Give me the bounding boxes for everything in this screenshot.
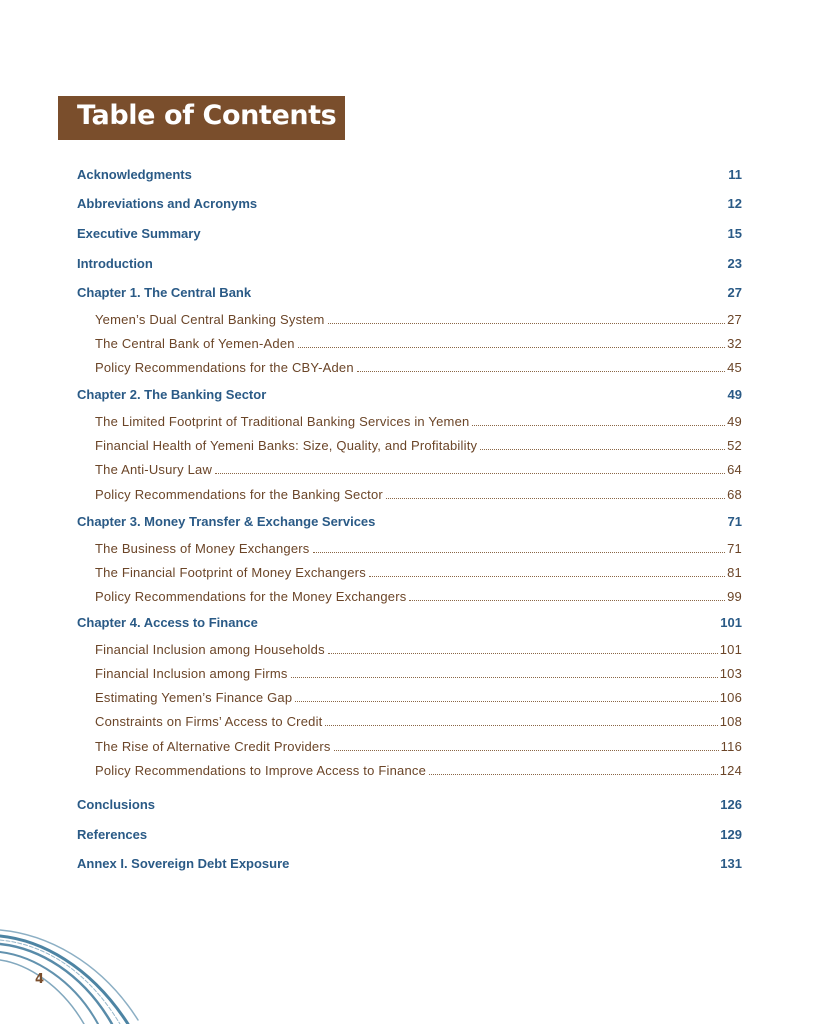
toc-entry-label: Chapter 1. The Central Bank: [77, 285, 252, 300]
toc-dot-leader: [409, 600, 725, 601]
toc-entry-label: Financial Inclusion among Firms: [95, 666, 288, 681]
toc-entry-label: The Central Bank of Yemen-Aden: [95, 336, 295, 351]
toc-section-entry[interactable]: [95, 312, 742, 327]
toc-entry-page: 23: [727, 256, 742, 271]
toc-entry-label: Annex I. Sovereign Debt Exposure: [77, 856, 290, 871]
toc-entry-page: 103: [719, 666, 742, 681]
toc-entry-page: 101: [719, 642, 742, 657]
toc-dot-leader: [429, 774, 718, 775]
toc-dot-leader: [295, 701, 717, 702]
toc-entry-page: 52: [727, 438, 742, 453]
toc-entry-page: 64: [727, 462, 742, 477]
toc-entry-page: 81: [727, 565, 742, 580]
toc-entry-page: 131: [720, 856, 742, 871]
toc-entry-label: Estimating Yemen’s Finance Gap: [95, 690, 293, 705]
toc-dot-leader: [291, 677, 718, 678]
toc-entry-label: The Financial Footprint of Money Exchangers: [95, 565, 366, 580]
toc-section-entry[interactable]: [95, 666, 742, 681]
toc-entry-page: 101: [720, 615, 742, 630]
toc-dot-leader: [325, 725, 717, 726]
toc-entry-page: 32: [727, 336, 742, 351]
toc-entry-label: The Business of Money Exchangers: [95, 541, 310, 556]
toc-entry-page: 116: [720, 739, 742, 754]
toc-entry-page: 49: [727, 414, 742, 429]
toc-entry-page: 49: [727, 387, 742, 402]
toc-entry-label: Executive Summary: [77, 226, 201, 241]
toc-chapter-entry[interactable]: [77, 167, 742, 182]
toc-section-entry[interactable]: [95, 336, 742, 351]
toc-chapter-entry[interactable]: [77, 615, 742, 630]
toc-chapter-entry[interactable]: [77, 256, 742, 271]
toc-entry-page: 27: [727, 285, 742, 300]
toc-section-entry[interactable]: [95, 462, 742, 477]
toc-entry-page: 15: [727, 226, 742, 241]
toc-entry-label: Financial Inclusion among Households: [95, 642, 325, 657]
decorative-wave-icon: [0, 920, 140, 1024]
toc-section-entry[interactable]: [95, 414, 742, 429]
toc-section-entry[interactable]: [95, 565, 742, 580]
toc-entry-label: Conclusions: [77, 797, 156, 812]
toc-entry-page: 108: [719, 714, 742, 729]
toc-dot-leader: [328, 653, 718, 654]
toc-entry-page: 45: [727, 360, 742, 375]
toc-entry-page: 106: [719, 690, 742, 705]
toc-dot-leader: [480, 449, 725, 450]
toc-section-entry[interactable]: [95, 360, 742, 375]
toc-entry-label: Chapter 4. Access to Finance: [77, 615, 258, 630]
toc-chapter-entry[interactable]: [77, 797, 742, 812]
title-banner: [58, 96, 345, 140]
toc-chapter-entry[interactable]: [77, 856, 742, 871]
toc-dot-leader: [386, 498, 725, 499]
toc-entry-page: 12: [727, 196, 742, 211]
toc-entry-label: The Limited Footprint of Traditional Banking Services in Yemen: [95, 414, 470, 429]
toc-entry-label: The Anti-Usury Law: [95, 462, 213, 477]
toc-entry-label: Chapter 3. Money Transfer & Exchange Services: [77, 514, 376, 529]
toc-entry-label: The Rise of Alternative Credit Providers: [95, 739, 331, 754]
toc-entry-page: 11: [728, 167, 742, 182]
toc-entry-page: 124: [719, 763, 742, 778]
toc-entry-page: 27: [727, 312, 742, 327]
page-number: 4: [35, 972, 45, 987]
toc-section-entry[interactable]: [95, 487, 742, 502]
toc-section-entry[interactable]: [95, 589, 742, 604]
toc-entry-label: Constraints on Firms’ Access to Credit: [95, 714, 323, 729]
toc-chapter-entry[interactable]: [77, 285, 742, 300]
toc-entry-label: Policy Recommendations to Improve Access to Finance: [95, 763, 427, 778]
toc-entry-page: 71: [727, 514, 742, 529]
toc-section-entry[interactable]: [95, 541, 742, 556]
toc-section-entry[interactable]: [95, 642, 742, 657]
toc-section-entry[interactable]: [95, 438, 742, 453]
toc-section-entry[interactable]: [95, 739, 742, 754]
toc-entry-label: Policy Recommendations for the Banking Sector: [95, 487, 383, 502]
toc-chapter-entry[interactable]: [77, 827, 742, 842]
toc-entry-page: 71: [727, 541, 742, 556]
toc-dot-leader: [472, 425, 725, 426]
toc-entry-page: 68: [727, 487, 742, 502]
toc-section-entry[interactable]: [95, 690, 742, 705]
toc-entry-label: Chapter 2. The Banking Sector: [77, 387, 267, 402]
toc-entry-page: 129: [720, 827, 742, 842]
toc-entry-label: Abbreviations and Acronyms: [77, 196, 258, 211]
toc-dot-leader: [334, 750, 719, 751]
toc-dot-leader: [215, 473, 725, 474]
toc-chapter-entry[interactable]: [77, 196, 742, 211]
toc-dot-leader: [357, 371, 725, 372]
toc-entry-label: Yemen’s Dual Central Banking System: [95, 312, 325, 327]
toc-dot-leader: [328, 323, 726, 324]
toc-entry-label: Policy Recommendations for the Money Exchangers: [95, 589, 407, 604]
toc-chapter-entry[interactable]: [77, 226, 742, 241]
toc-entry-label: Acknowledgments: [77, 167, 192, 182]
page-title: Table of Contents: [77, 100, 337, 131]
toc-entry-label: Policy Recommendations for the CBY-Aden: [95, 360, 354, 375]
toc-entry-page: 99: [727, 589, 742, 604]
toc-entry-page: 126: [720, 797, 742, 812]
toc-section-entry[interactable]: [95, 714, 742, 729]
toc-dot-leader: [369, 576, 725, 577]
toc-chapter-entry[interactable]: [77, 387, 742, 402]
toc-entry-label: Financial Health of Yemeni Banks: Size, Quality, and Profitability: [95, 438, 478, 453]
toc-dot-leader: [313, 552, 726, 553]
toc-section-entry[interactable]: [95, 763, 742, 778]
toc-entry-label: Introduction: [77, 256, 153, 271]
toc-chapter-entry[interactable]: [77, 514, 742, 529]
toc-entry-label: References: [77, 827, 148, 842]
toc-dot-leader: [298, 347, 725, 348]
